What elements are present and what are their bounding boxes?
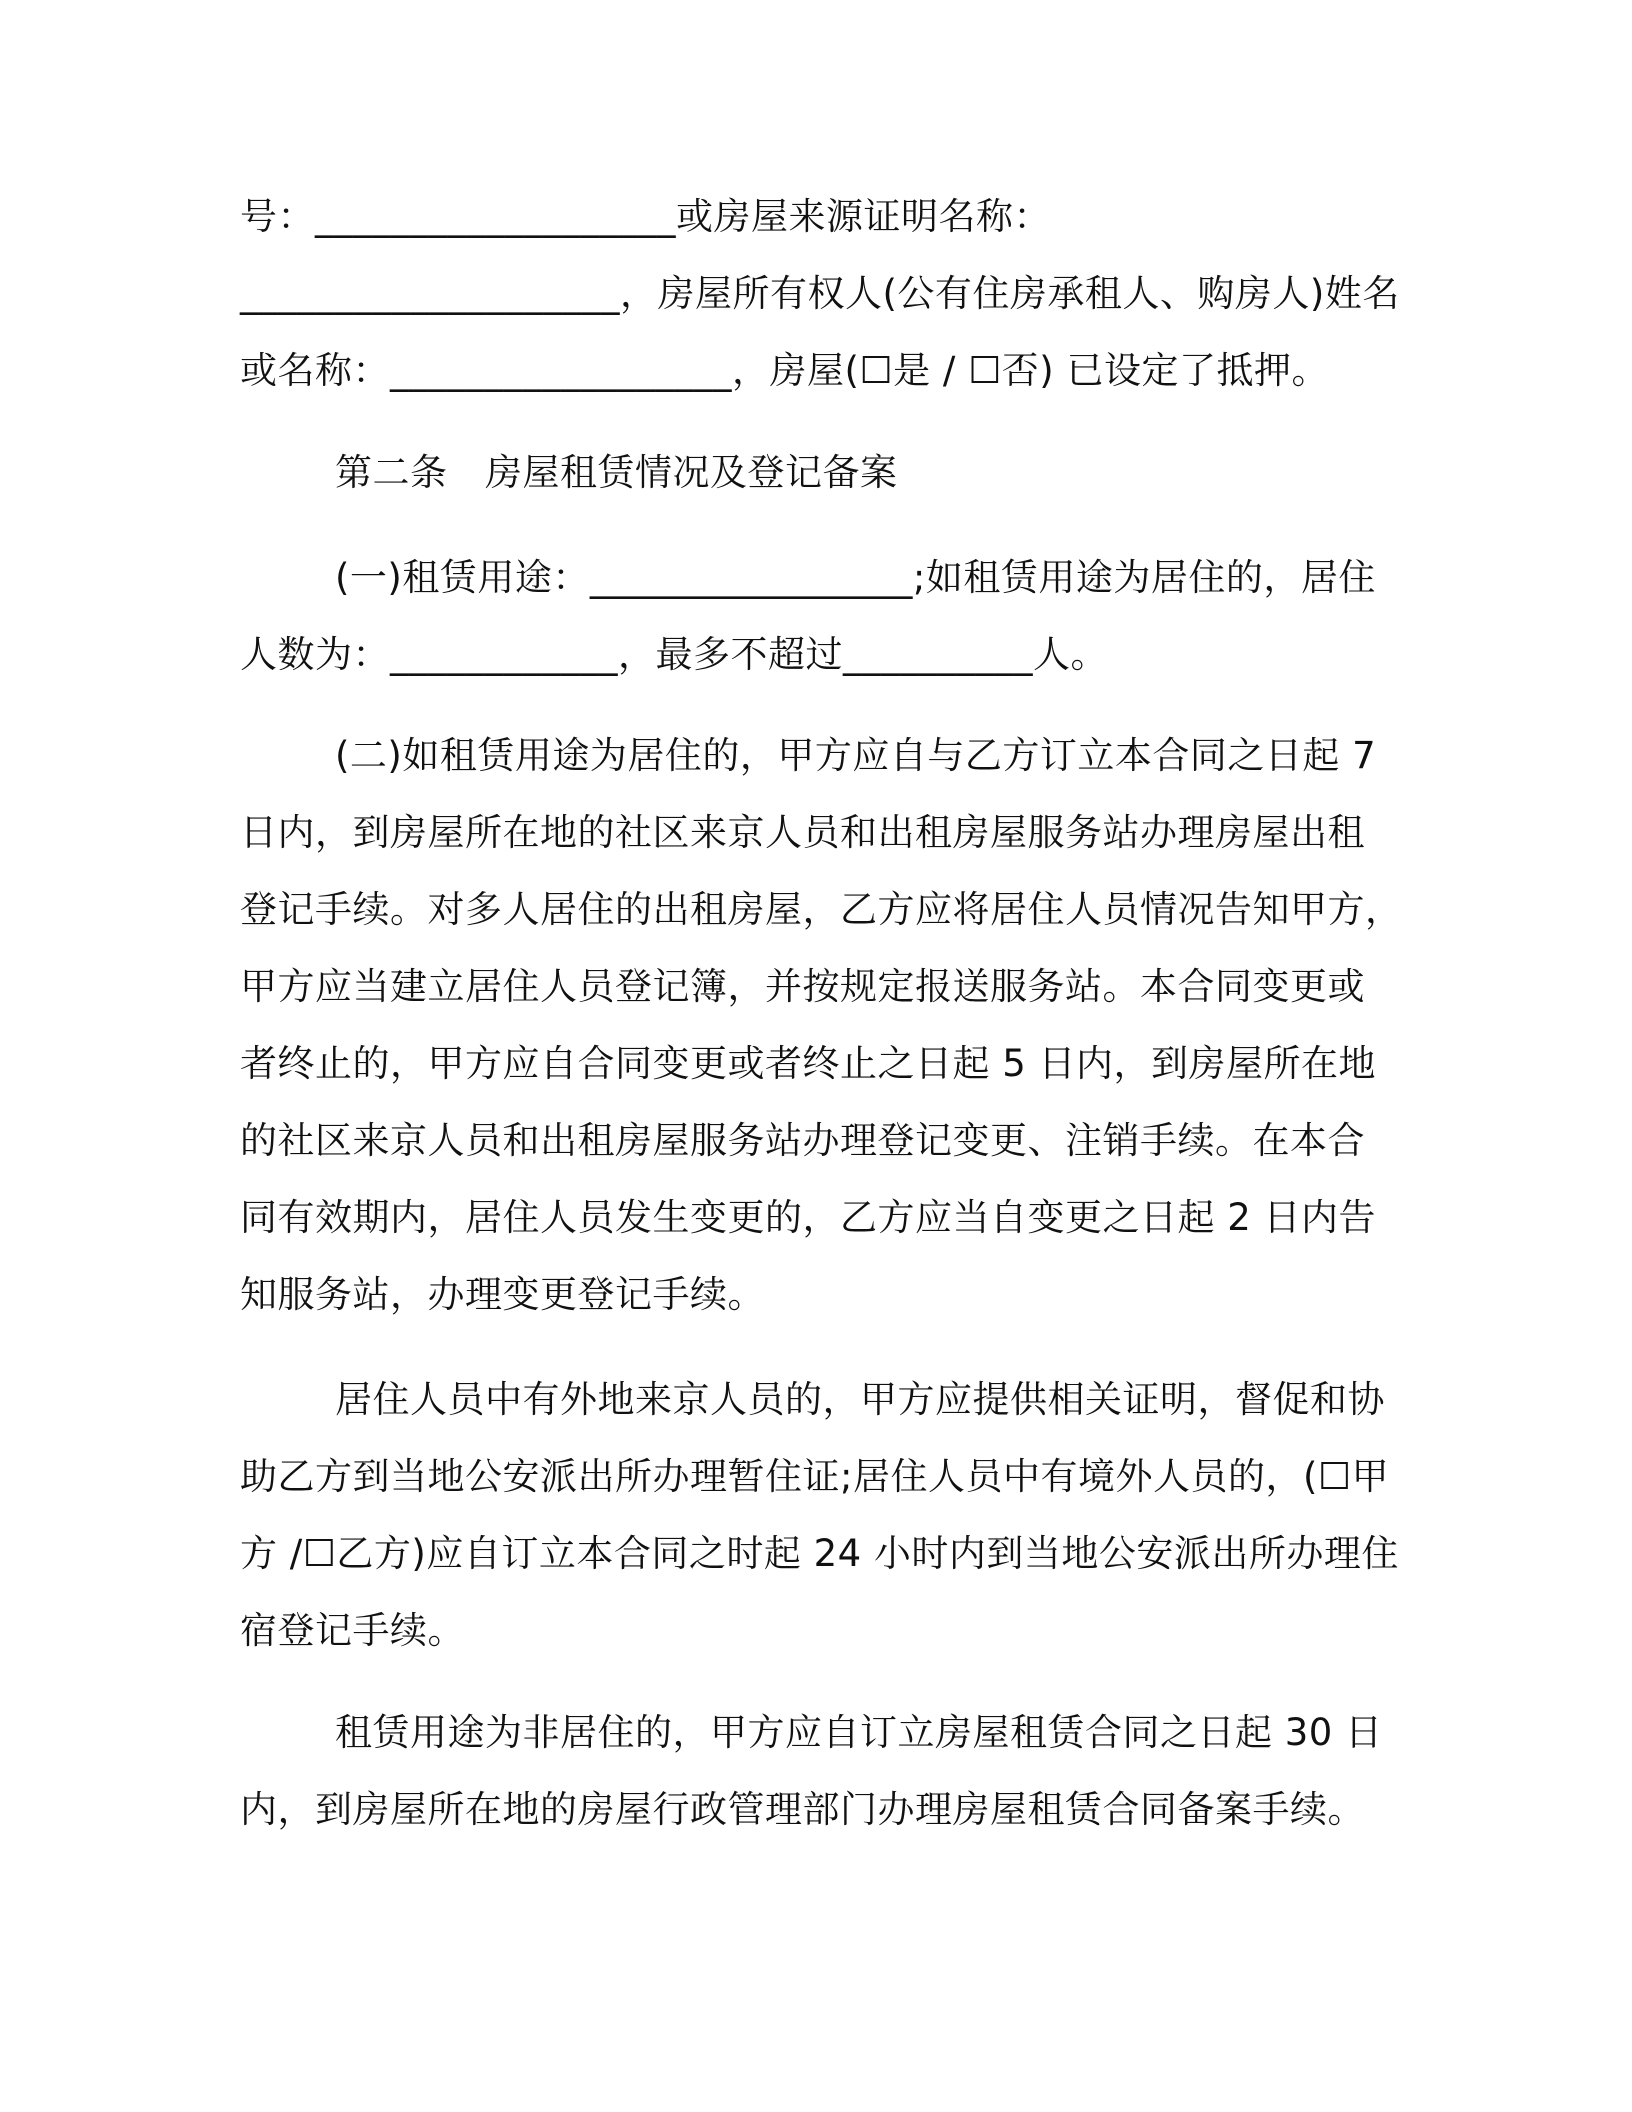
- text-line: ____________________，房屋所有权人(公有住房承租人、购房人)姓名: [240, 272, 1400, 315]
- text-line: (二)如租赁用途为居住的，甲方应自与乙方订立本合同之日起 7: [335, 734, 1377, 777]
- section-heading: 第二条 房屋租赁情况及登记备案: [335, 451, 898, 494]
- text-line: 知服务站，办理变更登记手续。: [240, 1273, 765, 1316]
- text-line: 居住人员中有外地来京人员的，甲方应提供相关证明，督促和协: [335, 1378, 1385, 1421]
- text-line: 宿登记手续。: [240, 1609, 465, 1652]
- text-line: 号：___________________或房屋来源证明名称：: [240, 195, 1051, 238]
- text-line: 登记手续。对多人居住的出租房屋，乙方应将居住人员情况告知甲方，: [240, 888, 1403, 931]
- text-line: 助乙方到当地公安派出所办理暂住证;居住人员中有境外人员的，(☐甲: [240, 1455, 1390, 1498]
- text-line: (一)租赁用途：_________________;如租赁用途为居住的，居住: [335, 556, 1376, 599]
- text-line: 方 /☐乙方)应自订立本合同之时起 24 小时内到当地公安派出所办理住: [240, 1532, 1399, 1575]
- text-line: 内，到房屋所在地的房屋行政管理部门办理房屋租赁合同备案手续。: [240, 1788, 1365, 1831]
- text-line: 日内，到房屋所在地的社区来京人员和出租房屋服务站办理房屋出租: [240, 811, 1365, 854]
- text-line: 人数为：____________，最多不超过__________人。: [240, 633, 1108, 676]
- text-line: 甲方应当建立居住人员登记簿，并按规定报送服务站。本合同变更或: [240, 965, 1365, 1008]
- text-line: 或名称：__________________，房屋(☐是 / ☐否) 已设定了抵押。: [240, 349, 1329, 392]
- text-line: 租赁用途为非居住的，甲方应自订立房屋租赁合同之日起 30 日: [335, 1711, 1383, 1754]
- text-line: 者终止的，甲方应自合同变更或者终止之日起 5 日内，到房屋所在地: [240, 1042, 1377, 1085]
- text-line: 同有效期内，居住人员发生变更的，乙方应当自变更之日起 2 日内告: [240, 1196, 1377, 1239]
- text-line: 的社区来京人员和出租房屋服务站办理登记变更、注销手续。在本合: [240, 1119, 1365, 1162]
